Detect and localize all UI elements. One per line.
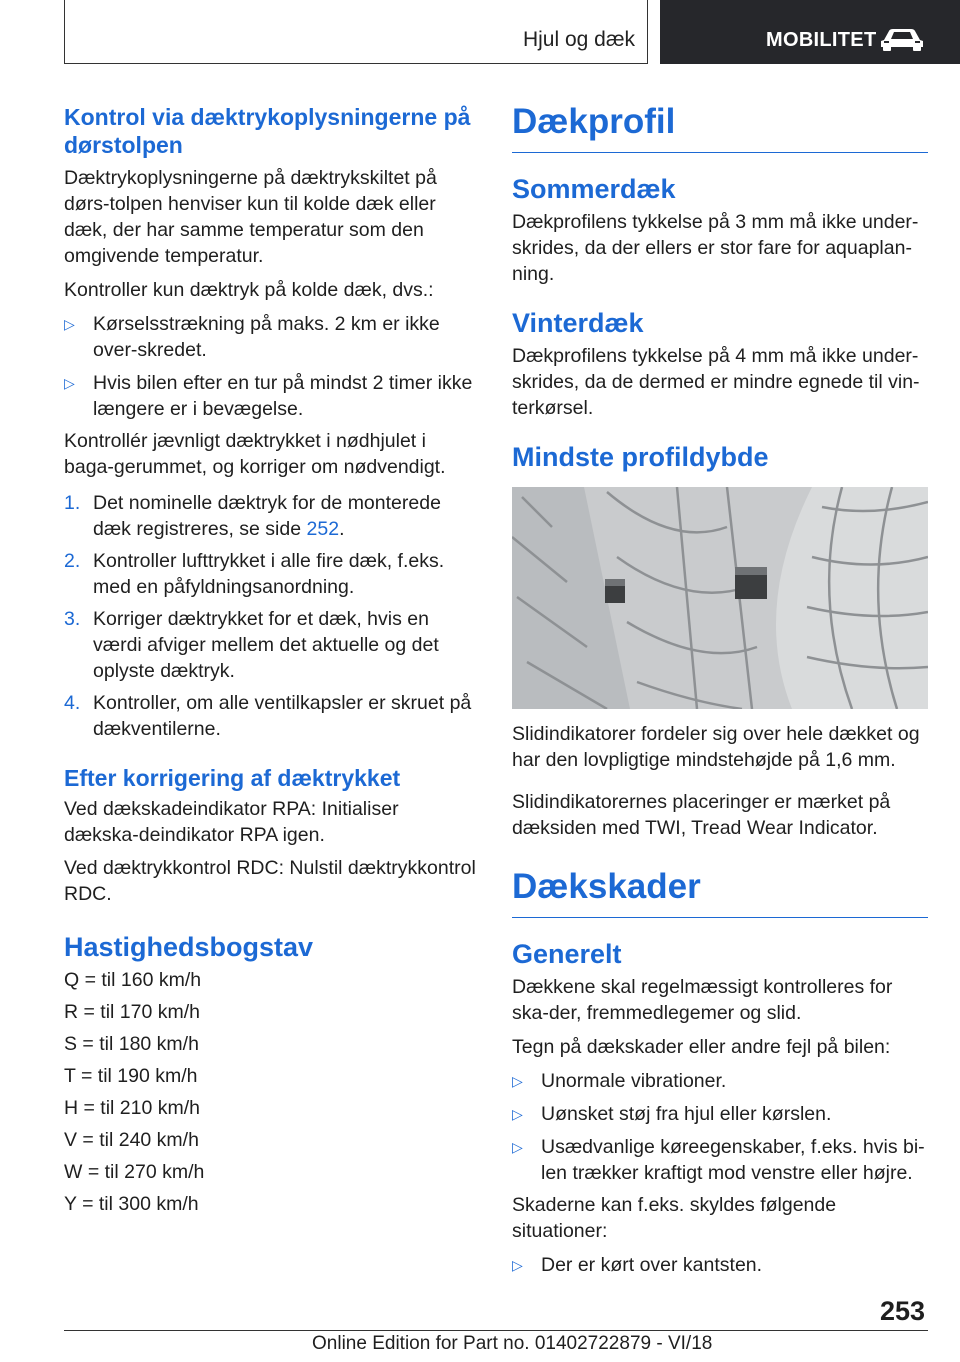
triangle-bullet-icon: ▷ bbox=[512, 1139, 523, 1155]
speed-item: V = til 240 km/h bbox=[64, 1129, 199, 1151]
speed-item: Y = til 300 km/h bbox=[64, 1193, 199, 1215]
step-number: 2. bbox=[64, 550, 81, 572]
cold-tire-conditions bbox=[64, 311, 478, 422]
speed-item: W = til 270 km/h bbox=[64, 1161, 205, 1183]
speed-item: T = til 190 km/h bbox=[64, 1065, 198, 1087]
steps-list bbox=[64, 490, 478, 742]
speed-item: R = til 170 km/h bbox=[64, 1001, 201, 1023]
footer-divider bbox=[64, 1330, 928, 1331]
paragraph-spare-wheel: Kontrollér jævnligt dæktrykket i nødhjulet i baga-gerummet, og korriger om nødvendigt. bbox=[64, 430, 446, 478]
paragraph-summer: Dækprofilens tykkelse på 3 mm må ikke under-skrides, da der ellers er stor fare for aquaplan-ning. bbox=[512, 211, 919, 285]
header-section-box bbox=[64, 0, 648, 64]
paragraph-winter: Dækprofilens tykkelse på 4 mm må ikke under-skrides, da de dermed er mindre egnede til vin-terkørsel. bbox=[512, 345, 920, 419]
step-item: 3. Korriger dæktrykket for et dæk, hvis en værdi afviger mellem det aktuelle og det oplyste dæktryk. bbox=[64, 608, 439, 682]
header-section-title: Hjul og dæk bbox=[522, 28, 635, 51]
heading-after-correction: Efter korrigering af dæktrykket bbox=[64, 765, 401, 791]
paragraph-general: Dækkene skal regelmæssigt kontrolleres for ska-der, fremmedlegemer og slid. bbox=[512, 976, 893, 1024]
page-link-252[interactable]: 252 bbox=[306, 518, 340, 540]
heading-summer-tires: Sommerdæk bbox=[512, 174, 676, 204]
list-item: ▷ Uønsket støj fra hjul eller kørslen. bbox=[512, 1103, 832, 1125]
right-column bbox=[512, 100, 928, 1278]
triangle-bullet-icon: ▷ bbox=[512, 1106, 523, 1122]
tire-tread-illustration bbox=[512, 487, 928, 709]
heading-tire-profile: Dækprofil bbox=[512, 100, 928, 153]
step-item: 4. Kontroller, om alle ventilkapsler er skruet på dækventilerne. bbox=[64, 692, 472, 740]
paragraph-door-pillar: Dæktrykoplysningerne på dæktrykskiltet på dørs-tolpen henviser kun til kolde dæk eller dæk, der har samme temperatur som den omgivende temperatur. bbox=[64, 167, 437, 267]
car-icon bbox=[878, 26, 926, 52]
step-item: 2. Kontroller lufttrykket i alle fire dæk, f.eks. med en påfyldningsanordning. bbox=[64, 550, 445, 598]
paragraph-twi: Slidindikatorernes placeringer er mærket på dæksiden med TWI, Tread Wear Indicator. bbox=[512, 791, 891, 839]
damage-causes-list bbox=[512, 1252, 928, 1278]
paragraph-wear-indicators: Slidindikatorer fordeler sig over hele dækket og har den lovpligtige mindstehøjde på 1,6 mm. bbox=[512, 723, 920, 771]
left-column bbox=[64, 100, 478, 1217]
step-item: 1. Det nominelle dæktryk for de monterede dæk registreres, se side 252. bbox=[64, 492, 441, 540]
step-number: 3. bbox=[64, 608, 81, 630]
step-number: 4. bbox=[64, 692, 81, 714]
heading-speed-letter: Hastighedsbogstav bbox=[64, 932, 314, 962]
speed-item: S = til 180 km/h bbox=[64, 1033, 199, 1055]
heading-min-tread: Mindste profildybde bbox=[512, 442, 769, 472]
speed-list bbox=[64, 967, 478, 1217]
paragraph-rpa: Ved dækskadeindikator RPA: Initialiser dækska-deindikator RPA igen. bbox=[64, 798, 399, 846]
heading-winter-tires: Vinterdæk bbox=[512, 308, 644, 338]
triangle-bullet-icon: ▷ bbox=[64, 316, 75, 332]
triangle-bullet-icon: ▷ bbox=[512, 1073, 523, 1089]
header-chapter-tab bbox=[660, 0, 960, 64]
paragraph-damage-signs: Tegn på dækskader eller andre fejl på bilen: bbox=[512, 1036, 891, 1058]
step-number: 1. bbox=[64, 492, 81, 514]
paragraph-cold-tires: Kontroller kun dæktryk på kolde dæk, dvs.: bbox=[64, 279, 434, 301]
speed-item: H = til 210 km/h bbox=[64, 1097, 201, 1119]
footer-edition: Online Edition for Part no. 01402722879 - VI/18 bbox=[312, 1333, 713, 1354]
list-item: ▷ Hvis bilen efter en tur på mindst 2 timer ikke længere er i bevægelse. bbox=[64, 372, 473, 420]
page-number: 253 bbox=[880, 1296, 926, 1326]
list-item: ▷ Der er kørt over kantsten. bbox=[512, 1254, 763, 1276]
heading-tire-damage: Dækskader bbox=[512, 865, 928, 918]
speed-item: Q = til 160 km/h bbox=[64, 969, 202, 991]
list-item: ▷ Usædvanlige køreegenskaber, f.eks. hvis bi-len trækker kraftigt mod venstre eller højre. bbox=[512, 1136, 925, 1184]
list-item: ▷ Kørselsstrækning på maks. 2 km er ikke over-skredet. bbox=[64, 313, 440, 361]
damage-signs-list bbox=[512, 1068, 928, 1186]
header-chapter-title: MOBILITET bbox=[766, 29, 877, 51]
paragraph-damage-causes: Skaderne kan f.eks. skyldes følgende situationer: bbox=[512, 1194, 837, 1242]
triangle-bullet-icon: ▷ bbox=[64, 375, 75, 391]
heading-general: Generelt bbox=[512, 939, 622, 969]
list-item: ▷ Unormale vibrationer. bbox=[512, 1070, 727, 1092]
triangle-bullet-icon: ▷ bbox=[512, 1257, 523, 1273]
paragraph-rdc: Ved dæktrykkontrol RDC: Nulstil dæktrykkontrol RDC. bbox=[64, 857, 476, 905]
heading-door-pillar: Kontrol via dæktrykoplysningerne på dørstolpen bbox=[64, 104, 471, 158]
